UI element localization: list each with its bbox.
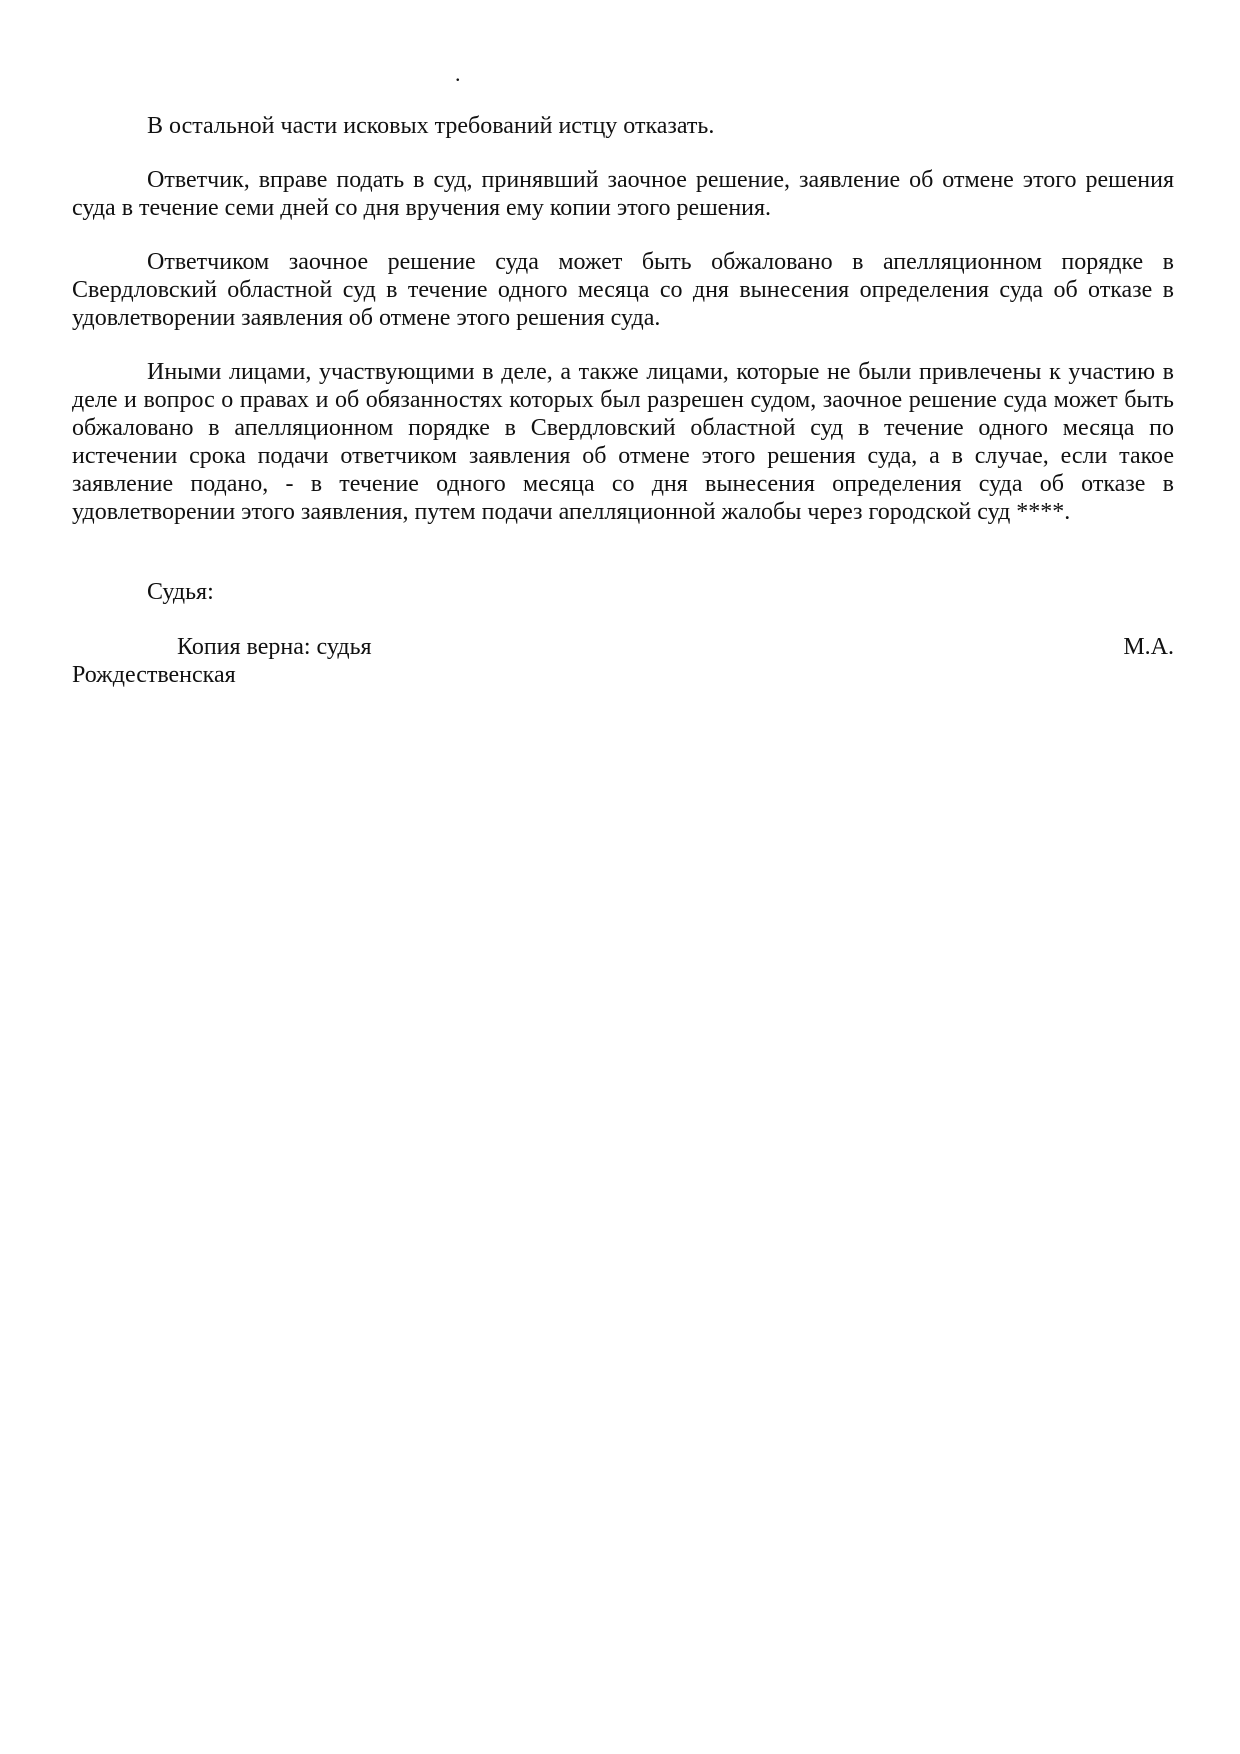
judge-label: Судья: [147,579,214,605]
signature-surname: Рождественская [72,662,236,688]
copy-certification-label: Копия верна: судья [177,634,372,660]
signature-initials: М.А. [1123,634,1174,660]
paragraph-denial: В остальной части исковых требований истцу отказать. [147,113,715,139]
paragraph-other-persons-appeal: Иными лицами, участвующими в деле, а также лицами, которые не были привлечены к участию в деле и вопрос о правах и об обязанностях которых был разрешен судом, заочное решение суда может быть обжаловано в апелляционном порядке в Свердловский областной суд в течение одного месяца по истечении срока подачи ответчиком заявления об отмене этого решения суда, а в случае, если такое заявление подано, - в течение одного месяца со дня вынесения определения суда об отказе в удовлетворении этого заявления, путем подачи апелляционной жалобы через городской суд ****. [72,359,1174,525]
paragraph-defendant-right: Ответчик, вправе подать в суд, принявший заочное решение, заявление об отмене этого решения суда в течение семи дней со дня вручения ему копии этого решения. [72,167,1174,221]
paragraph-defendant-appeal: Ответчиком заочное решение суда может быть обжаловано в апелляционном порядке в Свердловский областной суд в течение одного месяца со дня вынесения определения суда об отказе в удовлетворении заявления об отмене этого решения суда. [72,249,1174,331]
top-mark: . [455,61,461,86]
